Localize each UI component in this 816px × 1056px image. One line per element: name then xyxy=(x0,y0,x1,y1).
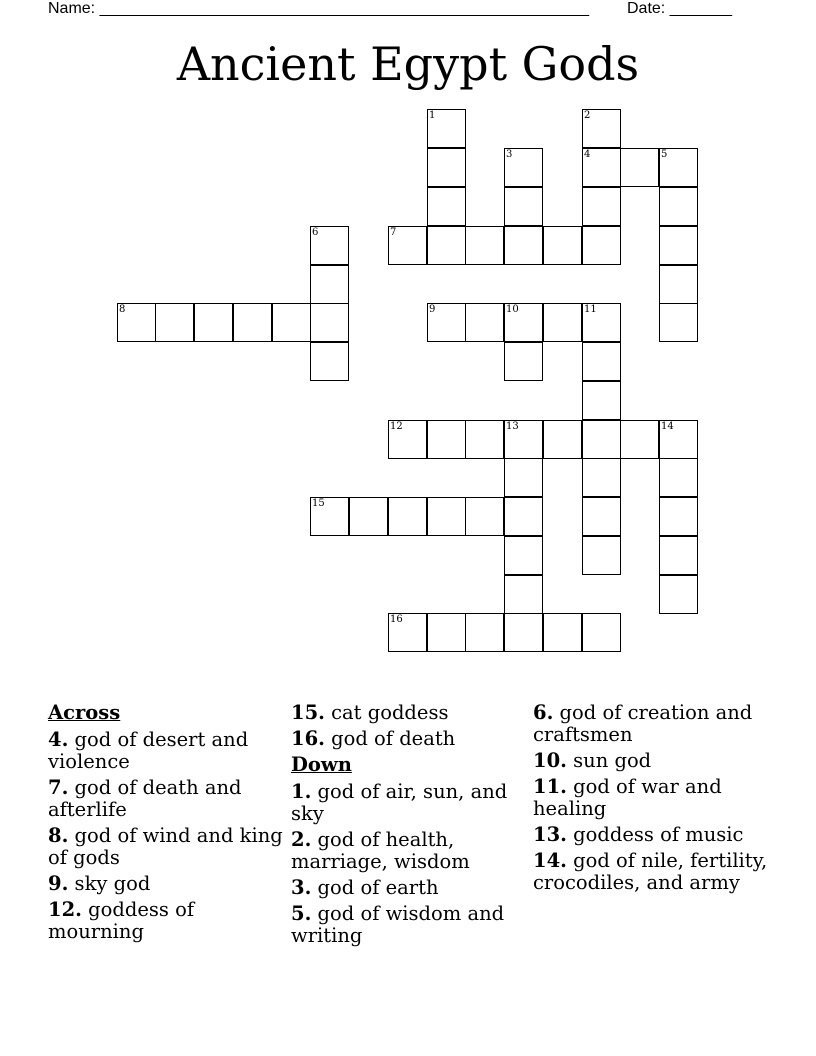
grid-cell[interactable] xyxy=(582,497,621,536)
grid-cell[interactable] xyxy=(659,148,698,187)
grid-cell[interactable] xyxy=(582,109,621,148)
grid-cell[interactable] xyxy=(659,458,698,497)
grid-cell[interactable] xyxy=(504,458,543,497)
grid-cell[interactable] xyxy=(504,226,543,265)
grid-cell[interactable] xyxy=(504,303,543,342)
clue-down-14: 14. god of nile, fertility, crocodiles, and army xyxy=(533,849,768,894)
grid-cell[interactable] xyxy=(582,148,621,187)
grid-cell[interactable] xyxy=(427,613,466,652)
grid-cell[interactable] xyxy=(194,303,233,342)
clue-column-1 xyxy=(48,702,288,947)
grid-cell[interactable] xyxy=(388,497,427,536)
grid-cell[interactable] xyxy=(465,497,504,536)
grid-cell[interactable] xyxy=(465,303,504,342)
grid-cell[interactable] xyxy=(582,613,621,652)
clue-number: 7 xyxy=(390,227,397,238)
grid-cell[interactable] xyxy=(117,303,156,342)
grid-cell[interactable] xyxy=(582,342,621,381)
grid-cell[interactable] xyxy=(543,303,582,342)
clue-down-2: 2. god of health, marriage, wisdom xyxy=(291,828,470,873)
grid-cell[interactable] xyxy=(388,613,427,652)
name-field[interactable]: Name: _______________________________________________________ xyxy=(48,0,589,17)
grid-cell[interactable] xyxy=(582,536,621,575)
clue-down-13: 13. goddess of music xyxy=(533,823,744,846)
grid-cell[interactable] xyxy=(233,303,272,342)
grid-cell[interactable] xyxy=(465,226,504,265)
grid-cell[interactable] xyxy=(582,226,621,265)
clue-down-6: 6. god of creation and craftsmen xyxy=(533,701,753,746)
clue-down-11: 11. god of war and healing xyxy=(533,775,722,820)
clue-down-3: 3. god of earth xyxy=(291,876,439,899)
clue-number: 14 xyxy=(661,421,674,432)
clue-across-7: 7. god of death and afterlife xyxy=(48,776,242,821)
across-heading: Across xyxy=(48,701,121,724)
clue-across-9: 9. sky god xyxy=(48,872,151,895)
clue-across-4: 4. god of desert and violence xyxy=(48,728,249,773)
clue-number: 16 xyxy=(390,614,403,625)
clue-across-12: 12. goddess of mourning xyxy=(48,898,195,943)
grid-cell[interactable] xyxy=(582,458,621,497)
grid-cell[interactable] xyxy=(504,613,543,652)
grid-cell[interactable] xyxy=(427,420,466,459)
grid-cell[interactable] xyxy=(659,265,698,304)
grid-cell[interactable] xyxy=(155,303,194,342)
grid-cell[interactable] xyxy=(504,187,543,226)
grid-cell[interactable] xyxy=(659,420,698,459)
clue-number: 4 xyxy=(584,149,591,160)
grid-cell[interactable] xyxy=(582,420,621,459)
clue-column-2 xyxy=(291,702,531,951)
grid-cell[interactable] xyxy=(427,187,466,226)
grid-cell[interactable] xyxy=(465,613,504,652)
clue-number: 10 xyxy=(506,304,519,315)
clue-down-1: 1. god of air, sun, and sky xyxy=(291,780,508,825)
grid-cell[interactable] xyxy=(582,381,621,420)
clue-number: 3 xyxy=(506,149,513,160)
grid-cell[interactable] xyxy=(310,497,349,536)
grid-cell[interactable] xyxy=(349,497,388,536)
grid-cell[interactable] xyxy=(659,497,698,536)
clue-across-8: 8. god of wind and king of gods xyxy=(48,824,283,869)
grid-cell[interactable] xyxy=(504,575,543,614)
clue-number: 9 xyxy=(429,304,436,315)
grid-cell[interactable] xyxy=(504,497,543,536)
clue-number: 1 xyxy=(429,110,436,121)
grid-cell[interactable] xyxy=(659,575,698,614)
grid-cell[interactable] xyxy=(427,226,466,265)
clue-across-15: 15. cat goddess xyxy=(291,701,449,724)
grid-cell[interactable] xyxy=(659,536,698,575)
grid-cell[interactable] xyxy=(427,148,466,187)
clue-down-10: 10. sun god xyxy=(533,749,652,772)
grid-cell[interactable] xyxy=(543,420,582,459)
grid-cell[interactable] xyxy=(504,148,543,187)
clue-down-5: 5. god of wisdom and writing xyxy=(291,902,505,947)
page-title: Ancient Egypt Gods xyxy=(176,37,640,91)
clue-number: 12 xyxy=(390,421,403,432)
grid-cell[interactable] xyxy=(388,226,427,265)
grid-cell[interactable] xyxy=(659,303,698,342)
grid-cell[interactable] xyxy=(310,342,349,381)
grid-cell[interactable] xyxy=(504,342,543,381)
grid-cell[interactable] xyxy=(543,613,582,652)
clue-across-16: 16. god of death xyxy=(291,727,456,750)
clue-number: 2 xyxy=(584,110,591,121)
grid-cell[interactable] xyxy=(427,497,466,536)
grid-cell[interactable] xyxy=(272,303,311,342)
grid-cell[interactable] xyxy=(582,187,621,226)
clue-number: 8 xyxy=(119,304,126,315)
grid-cell[interactable] xyxy=(310,303,349,342)
grid-cell[interactable] xyxy=(620,148,659,187)
clue-number: 6 xyxy=(312,227,319,238)
grid-cell[interactable] xyxy=(310,265,349,304)
clue-number: 13 xyxy=(506,421,519,432)
grid-cell[interactable] xyxy=(504,536,543,575)
grid-cell[interactable] xyxy=(620,420,659,459)
date-field[interactable]: Date: _______ xyxy=(627,0,732,17)
grid-cell[interactable] xyxy=(427,109,466,148)
grid-cell[interactable] xyxy=(582,303,621,342)
grid-cell[interactable] xyxy=(427,303,466,342)
grid-cell[interactable] xyxy=(465,420,504,459)
clue-number: 11 xyxy=(584,304,597,315)
clue-number: 5 xyxy=(661,149,668,160)
grid-cell[interactable] xyxy=(543,226,582,265)
grid-cell[interactable] xyxy=(659,226,698,265)
grid-cell[interactable] xyxy=(388,420,427,459)
clue-number: 15 xyxy=(312,498,325,509)
clue-column-3 xyxy=(533,702,773,898)
grid-cell[interactable] xyxy=(504,420,543,459)
grid-cell[interactable] xyxy=(310,226,349,265)
down-heading: Down xyxy=(291,753,352,776)
grid-cell[interactable] xyxy=(659,187,698,226)
